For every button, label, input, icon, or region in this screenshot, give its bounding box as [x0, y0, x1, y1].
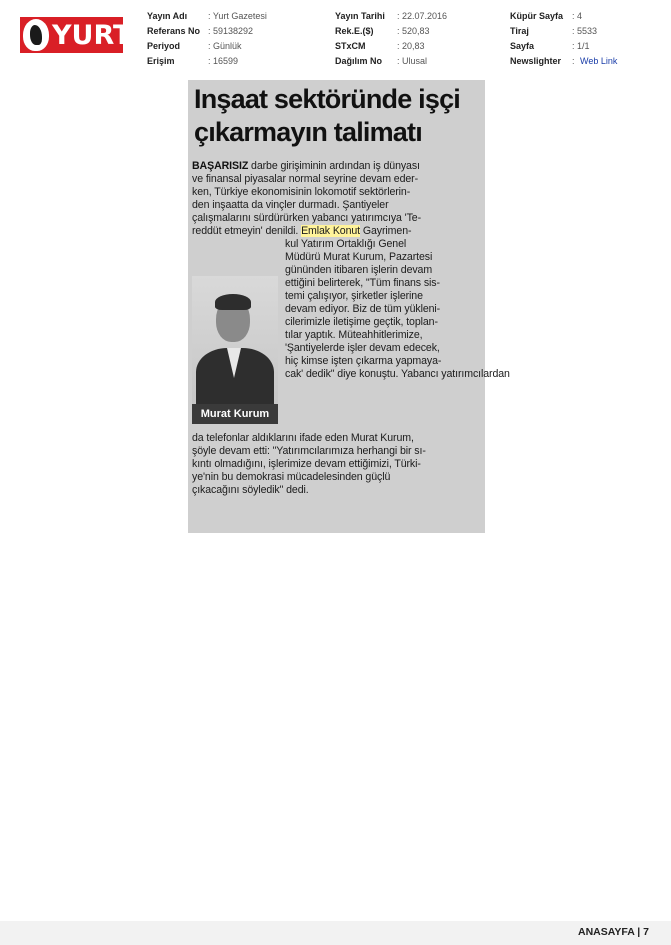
meta-label: Newslighter	[510, 56, 562, 66]
body-text: darbe girişiminin ardından iş dünyası	[248, 160, 420, 172]
logo-text: YURT	[52, 19, 132, 51]
meta-value: : 22.07.2016	[397, 11, 448, 21]
body-text: Gayrimen-	[360, 225, 412, 237]
meta-value: : 1/1	[572, 41, 590, 51]
meta-label: Tiraj	[510, 26, 529, 36]
meta-label: Sayfa	[510, 41, 535, 51]
body-line: den inşaatta da vinçler durmadı. Şantiyeler	[192, 199, 389, 211]
body-line: çalışmalarını sürdürürken yabancı yatırımcıya 'Te-	[192, 212, 421, 224]
body-text: reddüt etmeyin' denildi.	[192, 225, 302, 237]
body-line: ye'nin bu demokrasi mücadelesinden güçlü	[192, 471, 391, 483]
meta-label: Küpür Sayfa	[510, 11, 564, 21]
body-line: çıkacağını söyledik" dedi.	[192, 484, 309, 496]
meta-value: : Günlük	[208, 41, 242, 51]
body-line: kul Yatırım Ortaklığı Genel	[285, 238, 407, 250]
body-line: da telefonlar aldıklarını ifade eden Murat Kurum,	[192, 432, 414, 444]
meta-label: Dağılım No	[335, 56, 383, 66]
body-line	[192, 160, 420, 173]
body-line: tılar yaptık. Müteahhitlerimize,	[285, 329, 423, 341]
body-line: hiç kimse işten çıkarma yapmaya-	[285, 355, 442, 367]
body-line: şöyle devam etti: "Yatırımcılarımıza herhangi bir sı-	[192, 445, 426, 457]
meta-label: Rek.E.($)	[335, 26, 374, 36]
clipping-metadata	[0, 10, 671, 70]
meta-value: : 520,83	[397, 26, 430, 36]
photo-caption: Murat Kurum	[192, 404, 278, 424]
body-line: kıntı olmadığını, işlerimize devam ettiğimizi, Türki-	[192, 458, 421, 470]
meta-label: Periyod	[147, 41, 181, 51]
meta-label: STxCM	[335, 41, 366, 51]
body-line: ettiğini belirterek, "Tüm finans sis-	[285, 277, 440, 289]
body-line: cak' dedik" diye konuştu. Yabancı yatırımcılardan	[285, 368, 510, 380]
meta-value: : Ulusal	[397, 56, 428, 66]
lead-word: BAŞARISIZ	[192, 160, 249, 172]
page-footer	[0, 921, 671, 945]
headline-line-1: Inşaat sektöründe işçi	[194, 84, 461, 114]
headline-line-2: çıkarmayın talimatı	[194, 117, 422, 147]
meta-value: : 20,83	[397, 41, 425, 51]
photo-hair	[215, 294, 251, 310]
meta-label: Yayın Tarihi	[335, 11, 385, 21]
body-line: ve finansal piyasalar normal seyrine devam eder-	[192, 173, 419, 185]
meta-value: : 16599	[208, 56, 239, 66]
footer-page-label: ANASAYFA | 7	[577, 926, 649, 938]
body-line: cilerimizle iletişime geçtik, toplan-	[285, 316, 438, 328]
meta-label: Referans No	[147, 26, 201, 36]
murat-kurum-photo	[192, 276, 278, 424]
highlighted-keyword: Emlak Konut	[301, 225, 361, 237]
body-line	[192, 225, 411, 238]
body-line: devam ediyor. Biz de tüm yükleni-	[285, 303, 441, 315]
body-line: 'Şantiyelerde işler devam edecek,	[285, 342, 440, 354]
body-line: Müdürü Murat Kurum, Pazartesi	[285, 251, 433, 263]
meta-label: Erişim	[147, 56, 175, 66]
body-line: temi çalışıyor, şirketler işlerine	[285, 290, 423, 302]
web-link[interactable]: Web Link	[580, 56, 618, 66]
body-line: ken, Türkiye ekonomisinin lokomotif sektörlerin-	[192, 186, 411, 198]
meta-value: : Yurt Gazetesi	[208, 11, 267, 21]
meta-value: : 4	[572, 11, 583, 21]
news-clipping	[188, 80, 510, 533]
meta-value: :	[572, 56, 575, 66]
meta-value: : 59138292	[208, 26, 254, 36]
body-line: gününden itibaren işlerin devam	[285, 264, 433, 276]
meta-value: : 5533	[572, 26, 598, 36]
meta-label: Yayın Adı	[147, 11, 188, 21]
